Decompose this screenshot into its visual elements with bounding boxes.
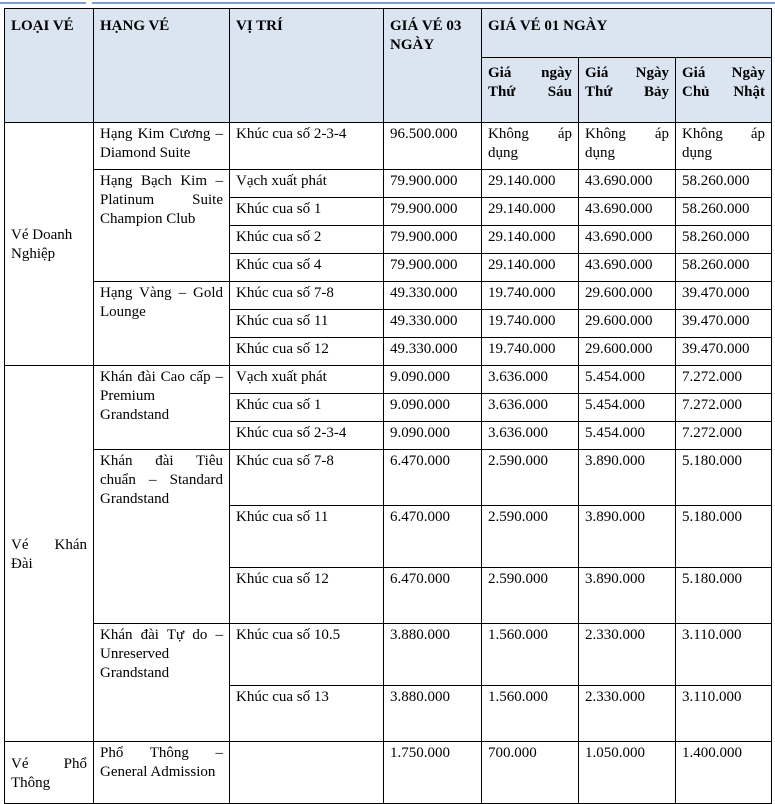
price-friday-cell: 29.140.000: [482, 198, 579, 226]
price-3-day-cell: 49.330.000: [384, 310, 482, 338]
price-saturday-cell: Không áp dụng: [579, 123, 676, 170]
price-saturday-cell: 29.600.000: [579, 310, 676, 338]
price-friday-cell: Không áp dụng: [482, 123, 579, 170]
price-3-day-cell: 9.090.000: [384, 422, 482, 450]
price-saturday-cell: 5.454.000: [579, 422, 676, 450]
price-saturday-cell: 5.454.000: [579, 366, 676, 394]
table-row: [5, 624, 772, 686]
price-saturday-cell: 3.890.000: [579, 450, 676, 506]
price-saturday-cell: 43.690.000: [579, 226, 676, 254]
table-row: [5, 282, 772, 310]
header-location: VỊ TRÍ: [230, 9, 384, 123]
header-saturday-price: Giá Ngày Thứ Bảy: [579, 58, 676, 123]
header-3-day-price: GIÁ VÉ 03 NGÀY: [384, 9, 482, 123]
price-3-day-cell: 9.090.000: [384, 366, 482, 394]
price-3-day-cell: 6.470.000: [384, 506, 482, 568]
price-friday-cell: 2.590.000: [482, 450, 579, 506]
location-cell: Khúc cua số 10.5: [230, 624, 384, 686]
location-cell: Khúc cua số 7-8: [230, 282, 384, 310]
price-saturday-cell: 43.690.000: [579, 254, 676, 282]
price-sunday-cell: 39.470.000: [676, 338, 772, 366]
price-saturday-cell: 43.690.000: [579, 170, 676, 198]
price-3-day-cell: 6.470.000: [384, 568, 482, 624]
price-saturday-cell: 2.330.000: [579, 624, 676, 686]
header-friday-price: Giá ngày Thứ Sáu: [482, 58, 579, 123]
class-standard-grandstand: Khán đài Tiêu chuẩn – Standard Grandstand: [94, 450, 230, 624]
group-general-ticket: Vé Phổ Thông: [5, 742, 94, 804]
price-friday-cell: 700.000: [482, 742, 579, 804]
price-sunday-cell: 58.260.000: [676, 254, 772, 282]
table-row: [5, 450, 772, 506]
price-3-day-cell: 9.090.000: [384, 394, 482, 422]
location-cell: Khúc cua số 12: [230, 568, 384, 624]
class-unreserved-grandstand: Khán đài Tự do – Unreserved Grandstand: [94, 624, 230, 742]
location-cell: Khúc cua số 2: [230, 226, 384, 254]
price-3-day-cell: 79.900.000: [384, 170, 482, 198]
price-3-day-cell: 49.330.000: [384, 338, 482, 366]
table-row: [5, 123, 772, 170]
price-3-day-cell: 49.330.000: [384, 282, 482, 310]
class-diamond-suite: Hạng Kim Cương – Diamond Suite: [94, 123, 230, 170]
price-sunday-cell: 39.470.000: [676, 310, 772, 338]
price-friday-cell: 3.636.000: [482, 366, 579, 394]
table-row: [5, 366, 772, 394]
location-cell: Khúc cua số 11: [230, 310, 384, 338]
price-friday-cell: 3.636.000: [482, 394, 579, 422]
price-saturday-cell: 29.600.000: [579, 282, 676, 310]
price-sunday-cell: 5.180.000: [676, 506, 772, 568]
ticket-price-table: [4, 8, 772, 804]
header-1-day-price: GIÁ VÉ 01 NGÀY: [482, 9, 772, 58]
price-sunday-cell: 3.110.000: [676, 624, 772, 686]
price-sunday-cell: 58.260.000: [676, 226, 772, 254]
price-3-day-cell: 79.900.000: [384, 226, 482, 254]
group-grandstand-ticket: Vé Khán Đài: [5, 366, 94, 742]
location-cell: Khúc cua số 1: [230, 198, 384, 226]
price-sunday-cell: 5.180.000: [676, 450, 772, 506]
header-ticket-class: HẠNG VÉ: [94, 9, 230, 123]
header-ticket-type: LOẠI VÉ: [5, 9, 94, 123]
price-sunday-cell: 7.272.000: [676, 394, 772, 422]
location-cell: Khúc cua số 11: [230, 506, 384, 568]
price-sunday-cell: 7.272.000: [676, 366, 772, 394]
group-business-ticket: Vé Doanh Nghiệp: [5, 123, 94, 366]
class-gold-lounge: Hạng Vàng – Gold Lounge: [94, 282, 230, 366]
price-friday-cell: 19.740.000: [482, 310, 579, 338]
price-friday-cell: 3.636.000: [482, 422, 579, 450]
location-cell: Khúc cua số 4: [230, 254, 384, 282]
price-sunday-cell: 7.272.000: [676, 422, 772, 450]
price-3-day-cell: 6.470.000: [384, 450, 482, 506]
price-sunday-cell: 1.400.000: [676, 742, 772, 804]
class-general-admission: Phổ Thông – General Admission: [94, 742, 230, 804]
top-border-line: [0, 0, 775, 6]
location-cell: Khúc cua số 1: [230, 394, 384, 422]
price-saturday-cell: 29.600.000: [579, 338, 676, 366]
header-sunday-price: Giá Ngày Chủ Nhật: [676, 58, 772, 123]
location-cell: Khúc cua số 7-8: [230, 450, 384, 506]
price-friday-cell: 2.590.000: [482, 506, 579, 568]
class-premium-grandstand: Khán đài Cao cấp – Premium Grandstand: [94, 366, 230, 450]
price-saturday-cell: 43.690.000: [579, 198, 676, 226]
price-3-day-cell: 79.900.000: [384, 254, 482, 282]
price-friday-cell: 29.140.000: [482, 254, 579, 282]
price-friday-cell: 19.740.000: [482, 338, 579, 366]
class-platinum-suite: Hạng Bạch Kim – Platinum Suite Champion Club: [94, 170, 230, 282]
price-friday-cell: 29.140.000: [482, 226, 579, 254]
price-friday-cell: 1.560.000: [482, 686, 579, 742]
location-cell: Vạch xuất phát: [230, 366, 384, 394]
price-sunday-cell: 3.110.000: [676, 686, 772, 742]
price-saturday-cell: 3.890.000: [579, 568, 676, 624]
location-cell: [230, 742, 384, 804]
price-3-day-cell: 3.880.000: [384, 686, 482, 742]
table-row: [5, 170, 772, 198]
price-3-day-cell: 79.900.000: [384, 198, 482, 226]
price-saturday-cell: 3.890.000: [579, 506, 676, 568]
price-3-day-cell: 3.880.000: [384, 624, 482, 686]
price-saturday-cell: 2.330.000: [579, 686, 676, 742]
location-cell: Khúc cua số 2-3-4: [230, 422, 384, 450]
location-cell: Vạch xuất phát: [230, 170, 384, 198]
location-cell: Khúc cua số 12: [230, 338, 384, 366]
table-row: [5, 742, 772, 804]
price-friday-cell: 29.140.000: [482, 170, 579, 198]
price-sunday-cell: 58.260.000: [676, 170, 772, 198]
price-sunday-cell: 58.260.000: [676, 198, 772, 226]
location-cell: Khúc cua số 13: [230, 686, 384, 742]
price-sunday-cell: Không áp dụng: [676, 123, 772, 170]
price-sunday-cell: 5.180.000: [676, 568, 772, 624]
price-3-day-cell: 1.750.000: [384, 742, 482, 804]
location-cell: Khúc cua số 2-3-4: [230, 123, 384, 170]
price-friday-cell: 2.590.000: [482, 568, 579, 624]
price-friday-cell: 1.560.000: [482, 624, 579, 686]
price-friday-cell: 19.740.000: [482, 282, 579, 310]
price-saturday-cell: 1.050.000: [579, 742, 676, 804]
price-saturday-cell: 5.454.000: [579, 394, 676, 422]
price-sunday-cell: 39.470.000: [676, 282, 772, 310]
price-3-day-cell: 96.500.000: [384, 123, 482, 170]
